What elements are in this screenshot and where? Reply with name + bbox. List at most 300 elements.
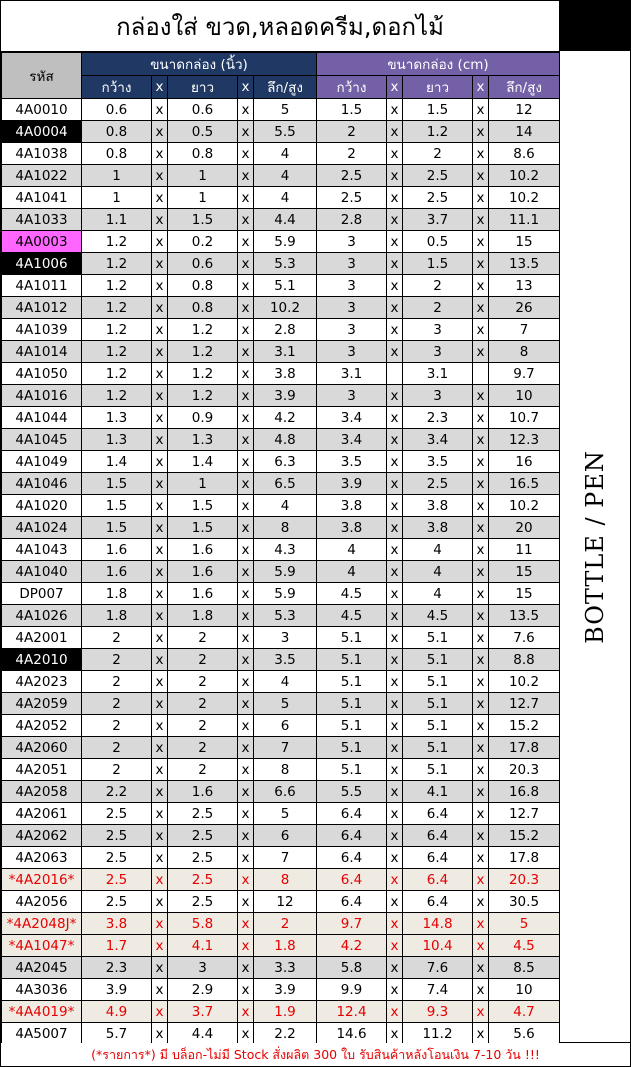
inch-width-cell: 0.8 [82, 143, 152, 165]
inch-width-cell: 2 [82, 737, 152, 759]
inch-depth-cell: 7 [254, 847, 317, 869]
x-cell: x [238, 715, 254, 737]
x-cell: x [238, 1023, 254, 1045]
cm-depth-cell: 10 [489, 979, 560, 1001]
code-cell: 4A1014 [2, 341, 82, 363]
x-cell: x [473, 495, 489, 517]
inch-depth-cell: 4 [254, 671, 317, 693]
inch-length-cell: 1.2 [168, 363, 238, 385]
cm-length-cell: 5.1 [403, 649, 473, 671]
cm-width-cell: 3.5 [317, 451, 387, 473]
x-cell: x [387, 583, 403, 605]
cm-depth-cell: 13.5 [489, 605, 560, 627]
x-cell: x [473, 781, 489, 803]
cm-length-cell: 3.5 [403, 451, 473, 473]
x-cell: x [152, 385, 168, 407]
inch-width-cell: 1.6 [82, 539, 152, 561]
x-cell: x [473, 671, 489, 693]
x-cell: x [387, 1001, 403, 1023]
code-cell: 4A2023 [2, 671, 82, 693]
x-cell: x [152, 715, 168, 737]
x-cell: x [387, 385, 403, 407]
x-cell: x [238, 1001, 254, 1023]
cm-width-cell: 3.8 [317, 495, 387, 517]
x-cell: x [387, 121, 403, 143]
cm-length-cell: 3 [403, 385, 473, 407]
inch-depth-cell: 3.9 [254, 979, 317, 1001]
x-cell: x [387, 803, 403, 825]
cm-depth-cell: 8 [489, 341, 560, 363]
inch-depth-cell: 4 [254, 187, 317, 209]
x-cell: x [238, 847, 254, 869]
cm-length-cell: 4 [403, 561, 473, 583]
x-cell: x [152, 275, 168, 297]
x-cell: x [473, 583, 489, 605]
inch-length-cell: 0.8 [168, 297, 238, 319]
inch-width-cell: 3.9 [82, 979, 152, 1001]
code-column-header: รหัส [2, 53, 82, 99]
code-cell: 4A1039 [2, 319, 82, 341]
table-row [2, 869, 560, 891]
cm-depth-cell: 30.5 [489, 891, 560, 913]
inch-depth-cell: 3.5 [254, 649, 317, 671]
cm-length-cell: 4 [403, 583, 473, 605]
x-cell: x [238, 341, 254, 363]
x-cell: x [152, 847, 168, 869]
x-cell: x [387, 913, 403, 935]
cm-depth-cell: 10.2 [489, 187, 560, 209]
x-cell: x [387, 275, 403, 297]
x-cell: x [238, 913, 254, 935]
x-cell: x [387, 143, 403, 165]
inch-length-cell: 2 [168, 759, 238, 781]
x-cell: x [473, 891, 489, 913]
inch-length-cell: 2.5 [168, 803, 238, 825]
x-cell: x [238, 583, 254, 605]
cm-depth-cell: 12.3 [489, 429, 560, 451]
code-cell: 4A2010 [2, 649, 82, 671]
cm-width-header: กว้าง [317, 76, 387, 99]
table-row [2, 253, 560, 275]
cm-width-cell: 12.4 [317, 1001, 387, 1023]
code-cell: 4A1046 [2, 473, 82, 495]
table-row [2, 561, 560, 583]
cm-depth-cell: 12 [489, 99, 560, 121]
table-row [2, 187, 560, 209]
x-cell: x [152, 319, 168, 341]
inch-length-cell: 1.2 [168, 319, 238, 341]
code-cell: 4A1041 [2, 187, 82, 209]
x-cell: x [473, 1023, 489, 1045]
code-cell: 4A1012 [2, 297, 82, 319]
cm-length-cell: 6.4 [403, 869, 473, 891]
x-cell: x [473, 451, 489, 473]
inch-depth-cell: 6.3 [254, 451, 317, 473]
cm-length-cell: 1.5 [403, 253, 473, 275]
x-cell: x [473, 319, 489, 341]
x-cell: x [473, 429, 489, 451]
x-cell: x [473, 715, 489, 737]
x-cell: x [238, 385, 254, 407]
x-cell: x [152, 693, 168, 715]
inch-depth-cell: 5.3 [254, 605, 317, 627]
cm-depth-cell: 13.5 [489, 253, 560, 275]
x-cell: x [387, 627, 403, 649]
cm-width-cell: 4.2 [317, 935, 387, 957]
cm-length-cell: 2.5 [403, 165, 473, 187]
table-row [2, 891, 560, 913]
cm-depth-cell: 15 [489, 231, 560, 253]
x-cell: x [152, 561, 168, 583]
inch-length-cell: 5.8 [168, 913, 238, 935]
cm-depth-cell: 10.2 [489, 495, 560, 517]
cm-width-cell: 3.4 [317, 407, 387, 429]
inch-depth-cell: 5.3 [254, 253, 317, 275]
x-cell: x [238, 627, 254, 649]
inch-length-cell: 2.5 [168, 847, 238, 869]
cm-depth-cell: 4.7 [489, 1001, 560, 1023]
cm-width-cell: 3.9 [317, 473, 387, 495]
inch-width-cell: 1.2 [82, 231, 152, 253]
inch-depth-cell: 8 [254, 517, 317, 539]
inch-length-cell: 2 [168, 737, 238, 759]
code-cell: 4A2051 [2, 759, 82, 781]
x-cell: x [473, 231, 489, 253]
cm-length-cell: 6.4 [403, 847, 473, 869]
cm-depth-cell: 20.3 [489, 759, 560, 781]
code-cell: 4A1016 [2, 385, 82, 407]
inch-width-cell: 1.2 [82, 363, 152, 385]
inch-x-header: x [152, 76, 168, 99]
table-row [2, 1001, 560, 1023]
code-cell: 4A1006 [2, 253, 82, 275]
inch-depth-cell: 4.4 [254, 209, 317, 231]
x-cell: x [387, 935, 403, 957]
x-cell: x [238, 99, 254, 121]
inch-depth-cell: 3.1 [254, 341, 317, 363]
cm-length-cell: 4 [403, 539, 473, 561]
cm-width-cell: 3 [317, 231, 387, 253]
x-cell: x [387, 979, 403, 1001]
inch-depth-cell: 6 [254, 825, 317, 847]
x-cell: x [152, 99, 168, 121]
inch-length-cell: 0.2 [168, 231, 238, 253]
x-cell: x [238, 275, 254, 297]
x-cell: x [473, 143, 489, 165]
inch-length-cell: 0.8 [168, 275, 238, 297]
x-cell: x [152, 143, 168, 165]
table-row [2, 605, 560, 627]
cm-width-cell: 2.8 [317, 209, 387, 231]
table-row [2, 539, 560, 561]
x-cell: x [387, 297, 403, 319]
code-cell: 4A1020 [2, 495, 82, 517]
cm-depth-cell: 9.7 [489, 363, 560, 385]
code-cell: 4A1045 [2, 429, 82, 451]
cm-width-cell: 5.1 [317, 759, 387, 781]
cm-width-cell: 2 [317, 121, 387, 143]
table-row [2, 275, 560, 297]
x-cell: x [387, 693, 403, 715]
x-cell: x [387, 517, 403, 539]
cm-width-cell: 5.1 [317, 693, 387, 715]
x-cell: x [387, 649, 403, 671]
cm-length-cell: 2 [403, 297, 473, 319]
inch-width-cell: 2 [82, 759, 152, 781]
x-cell: x [387, 473, 403, 495]
x-cell: x [152, 341, 168, 363]
inch-depth-header: ลึก/สูง [254, 76, 317, 99]
cm-depth-cell: 20 [489, 517, 560, 539]
table-row [2, 231, 560, 253]
inch-width-cell: 1 [82, 187, 152, 209]
x-cell [473, 363, 489, 385]
x-cell: x [473, 561, 489, 583]
inch-width-cell: 1.6 [82, 561, 152, 583]
code-cell: 4A1022 [2, 165, 82, 187]
x-cell: x [473, 275, 489, 297]
x-cell: x [152, 451, 168, 473]
cm-length-cell: 2.5 [403, 473, 473, 495]
x-cell: x [152, 429, 168, 451]
cm-length-cell: 5.1 [403, 693, 473, 715]
x-cell: x [238, 781, 254, 803]
cm-length-cell: 2 [403, 275, 473, 297]
inch-depth-cell: 1.8 [254, 935, 317, 957]
inch-width-cell: 1.3 [82, 407, 152, 429]
x-cell: x [387, 407, 403, 429]
table-row [2, 627, 560, 649]
inch-width-cell: 2 [82, 671, 152, 693]
cm-depth-cell: 17.8 [489, 737, 560, 759]
code-cell: 4A1024 [2, 517, 82, 539]
x-cell: x [238, 187, 254, 209]
code-cell: 4A2058 [2, 781, 82, 803]
inch-length-cell: 2.5 [168, 825, 238, 847]
x-cell: x [473, 407, 489, 429]
x-cell: x [473, 517, 489, 539]
x-cell: x [238, 605, 254, 627]
cm-length-cell: 2.3 [403, 407, 473, 429]
x-cell: x [473, 473, 489, 495]
cm-depth-cell: 7 [489, 319, 560, 341]
x-cell: x [152, 473, 168, 495]
x-cell: x [387, 231, 403, 253]
x-cell: x [152, 825, 168, 847]
inch-length-cell: 0.9 [168, 407, 238, 429]
code-cell: 4A1040 [2, 561, 82, 583]
x-cell: x [152, 935, 168, 957]
inch-length-cell: 1.4 [168, 451, 238, 473]
code-cell: 4A1044 [2, 407, 82, 429]
x-cell: x [387, 165, 403, 187]
x-cell: x [152, 231, 168, 253]
table-row [2, 913, 560, 935]
inch-width-cell: 2.5 [82, 869, 152, 891]
x-cell: x [473, 979, 489, 1001]
table-row [2, 341, 560, 363]
x-cell: x [238, 495, 254, 517]
x-cell: x [387, 187, 403, 209]
cm-depth-cell: 11.1 [489, 209, 560, 231]
table-row [2, 715, 560, 737]
x-cell: x [387, 781, 403, 803]
table-row [2, 495, 560, 517]
x-cell: x [387, 99, 403, 121]
x-cell: x [152, 803, 168, 825]
code-cell: 4A1049 [2, 451, 82, 473]
cm-depth-cell: 10 [489, 385, 560, 407]
inch-length-cell: 1.2 [168, 341, 238, 363]
inch-depth-cell: 5.9 [254, 561, 317, 583]
table-row [2, 737, 560, 759]
inch-width-cell: 1.8 [82, 605, 152, 627]
inch-length-cell: 2 [168, 627, 238, 649]
inch-depth-cell: 8 [254, 759, 317, 781]
inch-width-cell: 1.2 [82, 297, 152, 319]
table-row [2, 979, 560, 1001]
x-cell: x [238, 539, 254, 561]
x-cell: x [473, 847, 489, 869]
x-cell: x [152, 253, 168, 275]
x-cell: x [387, 451, 403, 473]
cm-width-cell: 6.4 [317, 891, 387, 913]
code-cell: 4A2045 [2, 957, 82, 979]
cm-width-cell: 3 [317, 253, 387, 275]
x-cell: x [152, 759, 168, 781]
cm-length-cell: 6.4 [403, 803, 473, 825]
cm-depth-cell: 15 [489, 583, 560, 605]
x-cell: x [473, 253, 489, 275]
cm-depth-cell: 11 [489, 539, 560, 561]
cm-length-cell: 6.4 [403, 891, 473, 913]
cm-width-cell: 4 [317, 561, 387, 583]
cm-width-cell: 2.5 [317, 165, 387, 187]
inch-length-cell: 2.5 [168, 869, 238, 891]
inch-width-cell: 1.2 [82, 385, 152, 407]
x-cell: x [387, 891, 403, 913]
inch-length-cell: 1 [168, 187, 238, 209]
cm-group-header: ขนาดกล่อง (cm) [317, 53, 560, 76]
cm-width-cell: 4 [317, 539, 387, 561]
inch-depth-cell: 5 [254, 99, 317, 121]
inch-length-cell: 3.7 [168, 1001, 238, 1023]
x-cell: x [473, 693, 489, 715]
inch-depth-cell: 4 [254, 165, 317, 187]
cm-length-cell: 3.4 [403, 429, 473, 451]
x-cell: x [152, 209, 168, 231]
inch-width-cell: 1.5 [82, 473, 152, 495]
x-cell: x [238, 319, 254, 341]
x-cell: x [152, 781, 168, 803]
inch-depth-cell: 4.8 [254, 429, 317, 451]
x-cell: x [238, 825, 254, 847]
inch-x-header: x [238, 76, 254, 99]
inch-depth-cell: 5 [254, 693, 317, 715]
x-cell: x [387, 671, 403, 693]
cm-length-cell: 14.8 [403, 913, 473, 935]
inch-length-cell: 1.2 [168, 385, 238, 407]
code-cell: 4A2062 [2, 825, 82, 847]
x-cell: x [473, 539, 489, 561]
x-cell: x [387, 825, 403, 847]
cm-length-cell: 1.5 [403, 99, 473, 121]
cm-width-cell: 3 [317, 385, 387, 407]
inch-length-cell: 4.4 [168, 1023, 238, 1045]
inch-length-cell: 0.6 [168, 253, 238, 275]
code-cell: 4A2063 [2, 847, 82, 869]
cm-length-cell: 3.8 [403, 495, 473, 517]
x-cell: x [387, 495, 403, 517]
inch-length-cell: 1.6 [168, 539, 238, 561]
cm-length-cell: 2 [403, 143, 473, 165]
table-row [2, 99, 560, 121]
table-row [2, 429, 560, 451]
table-row [2, 407, 560, 429]
inch-depth-cell: 3.8 [254, 363, 317, 385]
x-cell: x [238, 143, 254, 165]
x-cell: x [152, 495, 168, 517]
table-row [2, 583, 560, 605]
table-row [2, 209, 560, 231]
x-cell: x [152, 627, 168, 649]
x-cell: x [387, 847, 403, 869]
x-cell: x [473, 1001, 489, 1023]
inch-length-cell: 1.6 [168, 583, 238, 605]
x-cell: x [473, 737, 489, 759]
x-cell: x [387, 737, 403, 759]
inch-depth-cell: 1.9 [254, 1001, 317, 1023]
x-cell: x [238, 297, 254, 319]
cm-width-cell: 6.4 [317, 869, 387, 891]
code-cell: 4A2052 [2, 715, 82, 737]
x-cell: x [473, 341, 489, 363]
cm-depth-cell: 14 [489, 121, 560, 143]
cm-length-cell: 6.4 [403, 825, 473, 847]
page-title: กล่องใส่ ขวด,หลอดครีม,ดอกไม้ [1, 1, 559, 51]
cm-width-cell: 3.4 [317, 429, 387, 451]
x-cell: x [473, 297, 489, 319]
inch-length-cell: 1.5 [168, 209, 238, 231]
cm-length-cell: 9.3 [403, 1001, 473, 1023]
x-cell: x [238, 231, 254, 253]
code-cell: 4A5007 [2, 1023, 82, 1045]
code-cell: 4A0003 [2, 231, 82, 253]
x-cell: x [387, 209, 403, 231]
cm-width-cell: 2.5 [317, 187, 387, 209]
cm-x-header: x [387, 76, 403, 99]
cm-length-cell: 5.1 [403, 759, 473, 781]
cm-length-header: ยาว [403, 76, 473, 99]
cm-length-cell: 5.1 [403, 627, 473, 649]
cm-depth-cell: 10.7 [489, 407, 560, 429]
inch-length-header: ยาว [168, 76, 238, 99]
cm-depth-cell: 15.2 [489, 825, 560, 847]
inch-width-cell: 1.5 [82, 495, 152, 517]
table-row [2, 803, 560, 825]
code-cell: 4A1033 [2, 209, 82, 231]
cm-depth-cell: 10.2 [489, 165, 560, 187]
x-cell: x [238, 363, 254, 385]
inch-width-cell: 1.2 [82, 341, 152, 363]
cm-depth-cell: 5 [489, 913, 560, 935]
x-cell: x [152, 187, 168, 209]
inch-depth-cell: 7 [254, 737, 317, 759]
cm-length-cell: 4.1 [403, 781, 473, 803]
inch-length-cell: 2 [168, 715, 238, 737]
table-body [2, 99, 560, 1045]
x-cell: x [152, 297, 168, 319]
